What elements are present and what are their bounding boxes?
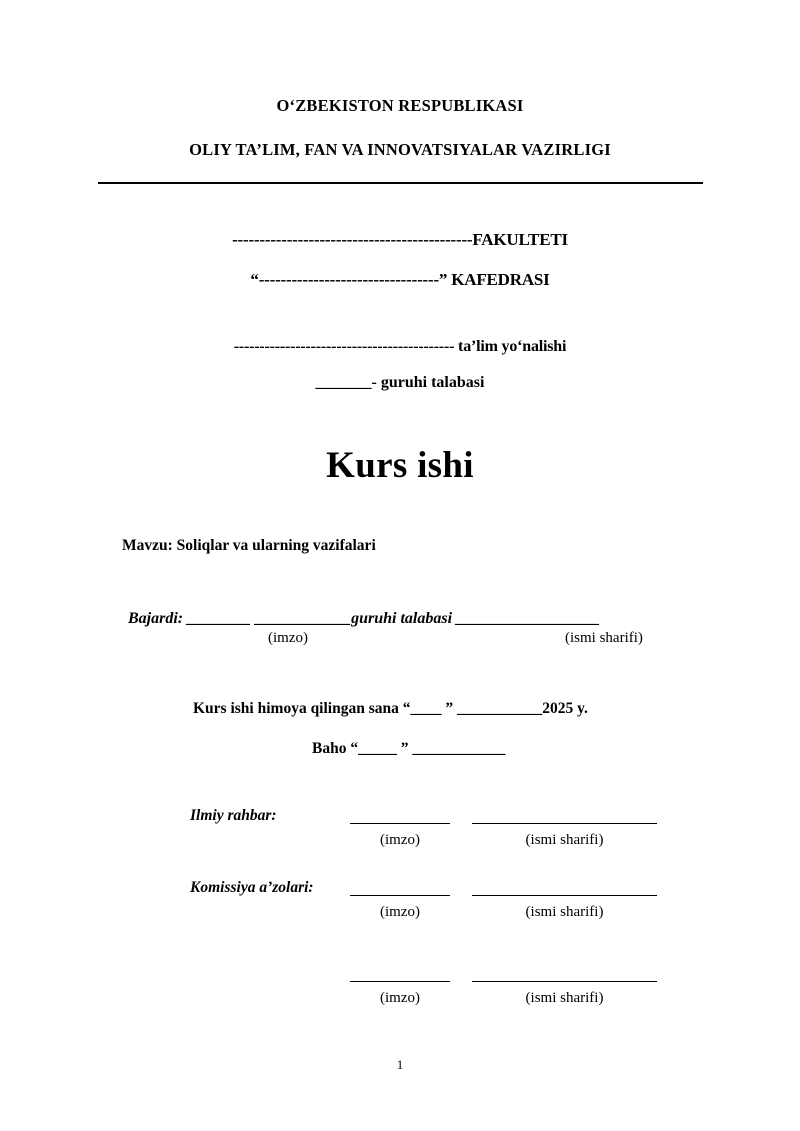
- defense-date-line: Kurs ishi himoya qilingan sana “____ ” ___________2025 y.: [193, 700, 588, 717]
- signature-block: [90, 806, 710, 1012]
- horizontal-rule: [98, 182, 703, 184]
- advisor-name-caption: (ismi sharifi): [525, 832, 604, 848]
- committee-2-captions: [90, 990, 710, 1012]
- committee-2-name-line: [472, 981, 657, 982]
- advisor-label: Ilmiy rahbar:: [190, 807, 277, 824]
- committee-1-signature-line: [350, 895, 450, 896]
- committee-label: Komissiya a’zolari:: [190, 879, 314, 896]
- signature-row-committee-1: [90, 878, 710, 902]
- performer-captions: [128, 630, 710, 650]
- performer-line: Bajardi: ________ ____________guruhi talabasi __________________: [128, 610, 601, 627]
- committee-1-signature-caption: (imzo): [380, 904, 420, 920]
- signature-row-advisor: [90, 806, 710, 830]
- subject-line: Mavzu: Soliqlar va ularning vazifalari: [122, 537, 376, 554]
- committee-2-signature-line: [350, 981, 450, 982]
- committee-2-signature-caption: (imzo): [380, 990, 420, 1006]
- spacer-1: [90, 854, 710, 878]
- page-content: [90, 0, 710, 1012]
- faculty-line: --------------------------------------------FAKULTETI: [232, 230, 568, 249]
- committee-1-captions: [90, 904, 710, 926]
- committee-1-name-line: [472, 895, 657, 896]
- department-line: “---------------------------------” KAFEDRASI: [250, 270, 550, 289]
- committee-2-name-caption: (ismi sharifi): [525, 990, 604, 1006]
- performer-name-caption: (ismi sharifi): [565, 630, 643, 646]
- grade-line: Baho “_____ ” ____________: [312, 740, 506, 757]
- work-type-title: Kurs ishi: [326, 445, 474, 486]
- advisor-name-line: [472, 823, 657, 824]
- advisor-captions: [90, 832, 710, 854]
- spacer-2: [90, 926, 710, 964]
- page-number: 1: [396, 1057, 404, 1072]
- signature-row-committee-2: [90, 964, 710, 988]
- advisor-signature-line: [350, 823, 450, 824]
- committee-1-name-caption: (ismi sharifi): [525, 904, 604, 920]
- advisor-signature-caption: (imzo): [380, 832, 420, 848]
- performer-signature-caption: (imzo): [268, 630, 308, 646]
- ministry-line-2: OLIY TA’LIM, FAN VA INNOVATSIYALAR VAZIRLIGI: [189, 140, 611, 159]
- ministry-line-1: O‘ZBEKISTON RESPUBLIKASI: [276, 96, 524, 115]
- group-line: _______- guruhi talabasi: [315, 374, 485, 391]
- program-line: ------------------------------------------- ta’lim yo‘nalishi: [233, 338, 567, 355]
